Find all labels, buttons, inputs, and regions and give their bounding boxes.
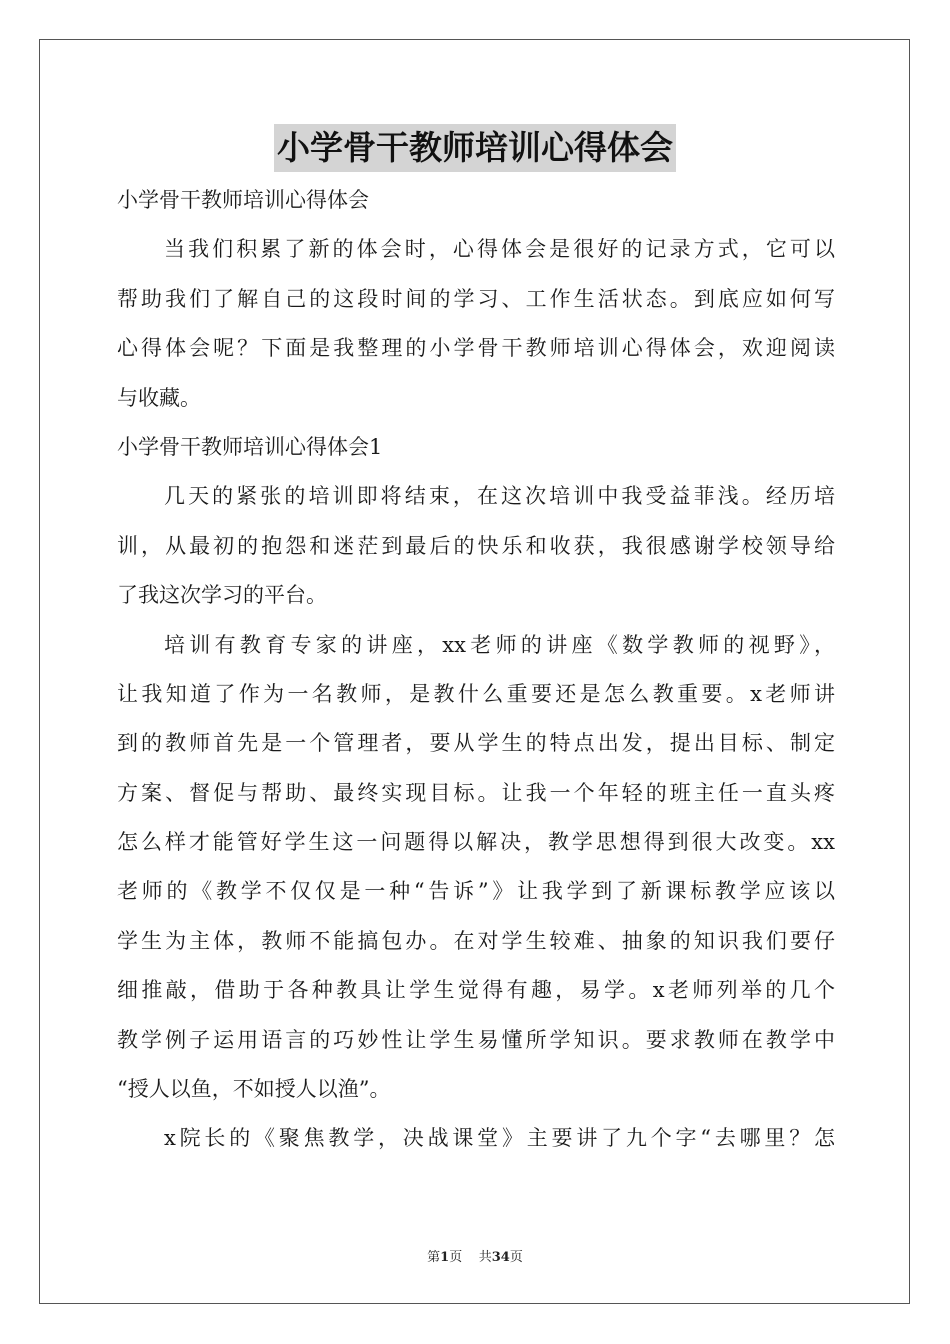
footer-page-suffix: 页 xyxy=(449,1250,463,1265)
section-heading: 小学骨干教师培训心得体会1 xyxy=(117,434,383,459)
text-line: 培训有教育专家的讲座，xx老师的讲座《数学教师的视野》， xyxy=(164,632,835,657)
intro-paragraph xyxy=(117,225,835,423)
text-line: 方案、督促与帮助、最终实现目标。让我一个年轻的班主任一直头疼 xyxy=(117,780,835,805)
text-line: 心得体会呢？下面是我整理的小学骨干教师培训心得体会，欢迎阅读 xyxy=(117,336,835,361)
text-line: 让我知道了作为一名教师，是教什么重要还是怎么教重要。x老师讲 xyxy=(117,681,835,706)
text-line: 与收藏。 xyxy=(117,385,201,410)
text-line: 当我们积累了新的体会时，心得体会是很好的记录方式，它可以 xyxy=(164,237,835,262)
text-line: x院长的《聚焦教学，决战课堂》主要讲了九个字“去哪里？怎 xyxy=(164,1126,835,1151)
paragraph-2 xyxy=(117,621,835,1115)
title-container xyxy=(0,124,950,172)
text-line: 教学例子运用语言的巧妙性让学生易懂所学知识。要求教师在教学中 xyxy=(117,1027,835,1052)
text-line: 训，从最初的抱怨和迷茫到最后的快乐和收获，我很感谢学校领导给 xyxy=(117,533,835,558)
text-line: 帮助我们了解自己的这段时间的学习、工作生活状态。到底应如何写 xyxy=(117,286,835,311)
paragraph-1 xyxy=(117,472,835,620)
footer-page-number: 1 xyxy=(440,1250,450,1265)
document-subtitle: 小学骨干教师培训心得体会 xyxy=(117,188,369,212)
text-line: 了我这次学习的平台。 xyxy=(117,583,327,608)
footer-total-pages: 34 xyxy=(491,1250,510,1265)
text-line: 几天的紧张的培训即将结束，在这次培训中我受益菲浅。经历培 xyxy=(164,484,835,509)
document-title: 小学骨干教师培训心得体会 xyxy=(274,124,676,172)
document-body xyxy=(117,176,835,1164)
text-line: 学生为主体，教师不能搞包办。在对学生较难、抽象的知识我们要仔 xyxy=(117,928,835,953)
footer-total-prefix: 共 xyxy=(478,1250,492,1265)
text-line: 细推敲，借助于各种教具让学生觉得有趣，易学。x老师列举的几个 xyxy=(117,978,835,1003)
text-line: 老师的《教学不仅仅是一种“告诉”》让我学到了新课标教学应该以 xyxy=(117,879,835,904)
footer-prefix: 第 xyxy=(427,1250,441,1265)
paragraph-3 xyxy=(117,1114,835,1163)
text-line: “授人以鱼，不如授人以渔”。 xyxy=(117,1077,391,1102)
text-line: 怎么样才能管好学生这一问题得以解决，教学思想得到很大改变。xx xyxy=(117,830,835,855)
text-line: 到的教师首先是一个管理者，要从学生的特点出发，提出目标、制定 xyxy=(117,731,835,756)
page-footer xyxy=(0,1246,950,1265)
footer-total-suffix: 页 xyxy=(509,1250,523,1265)
